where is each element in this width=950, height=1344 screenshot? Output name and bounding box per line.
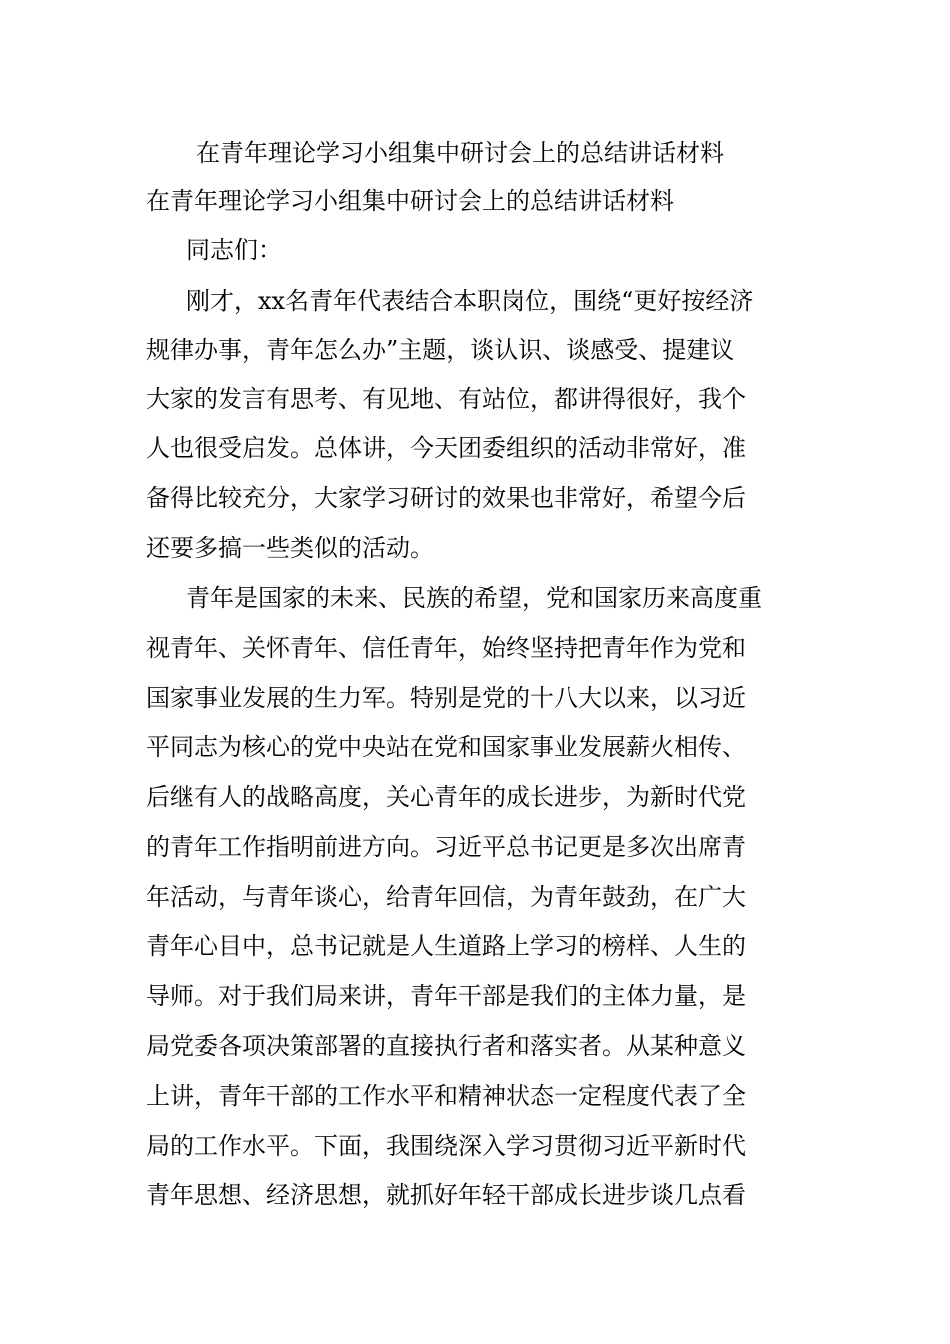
- paragraph-2-line: 局的工作水平。下面，我围绕深入学习贯彻习近平新时代: [146, 1132, 746, 1160]
- document-subtitle: 在青年理论学习小组集中研讨会上的总结讲话材料: [146, 187, 674, 215]
- paragraph-1-line: 规律办事，青年怎么办”主题，谈认识、谈感受、提建议: [146, 336, 735, 364]
- paragraph-2-line: 导师。对于我们局来讲，青年干部是我们的主体力量，是: [146, 982, 746, 1010]
- paragraph-1-line: 人也很受启发。总体讲，今天团委组织的活动非常好，准: [146, 434, 746, 462]
- paragraph-1-line: 还要多搞一些类似的活动。: [146, 534, 434, 562]
- paragraph-1-line: 备得比较充分，大家学习研讨的效果也非常好，希望今后: [146, 484, 746, 512]
- paragraph-1-line: 刚才，xx名青年代表结合本职岗位，围绕“更好按经济: [186, 287, 754, 315]
- paragraph-2-line: 后继有人的战略高度，关心青年的成长进步，为新时代党: [146, 783, 746, 811]
- paragraph-2-line: 上讲，青年干部的工作水平和精神状态一定程度代表了全: [146, 1082, 746, 1110]
- paragraph-2-line: 平同志为核心的党中央站在党和国家事业发展薪火相传、: [146, 733, 746, 761]
- paragraph-2-line: 的青年工作指明前进方向。习近平总书记更是多次出席青: [146, 833, 746, 861]
- paragraph-2-line: 青年是国家的未来、民族的希望，党和国家历来高度重: [186, 584, 762, 612]
- paragraph-2-line: 视青年、关怀青年、信任青年，始终坚持把青年作为党和: [146, 634, 746, 662]
- paragraph-2-line: 青年思想、经济思想，就抓好年轻干部成长进步谈几点看: [146, 1181, 746, 1209]
- paragraph-2-line: 国家事业发展的生力军。特别是党的十八大以来，以习近: [146, 684, 746, 712]
- salutation: 同志们：: [186, 236, 282, 264]
- document-title: 在青年理论学习小组集中研讨会上的总结讲话材料: [196, 139, 724, 167]
- paragraph-2-line: 局党委各项决策部署的直接执行者和落实者。从某种意义: [146, 1032, 746, 1060]
- paragraph-2-line: 青年心目中，总书记就是人生道路上学习的榜样、人生的: [146, 932, 746, 960]
- paragraph-1-line: 大家的发言有思考、有见地、有站位，都讲得很好，我个: [146, 385, 746, 413]
- paragraph-2-line: 年活动，与青年谈心，给青年回信，为青年鼓劲，在广大: [146, 883, 746, 911]
